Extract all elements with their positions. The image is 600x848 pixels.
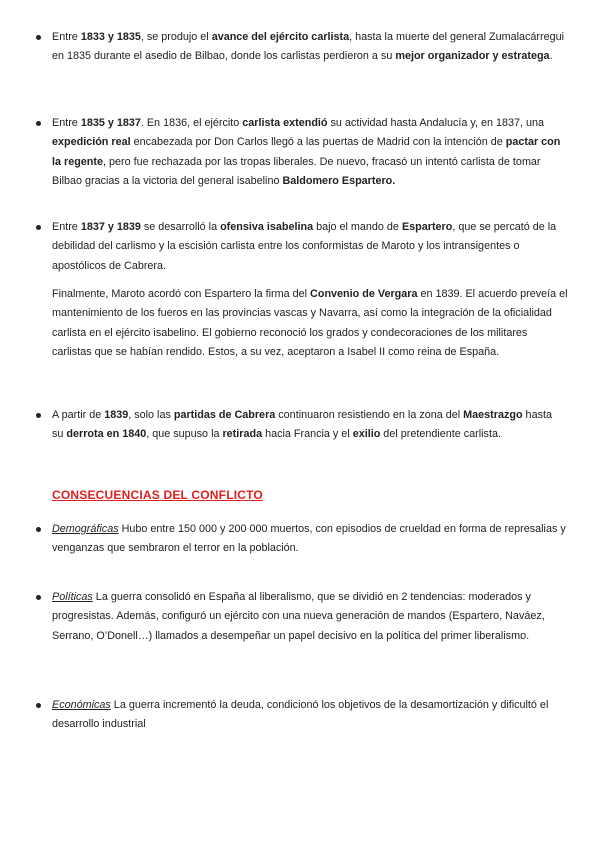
list-item-text: Entre 1833 y 1835, se produjo el avance del ejército carlista, hasta la muerte del general Zumalacárregui en 1835 durante el asedio de Bilbao, donde los carlistas perdieron a su mejor organizador y estratega. <box>52 31 564 63</box>
bullet-dot <box>36 121 41 126</box>
list-item <box>36 406 566 445</box>
bullet-dot <box>36 595 41 600</box>
bullet-dot <box>36 413 41 418</box>
list-item <box>36 520 566 559</box>
list-item <box>36 588 566 646</box>
bullet-dot <box>36 527 41 532</box>
list-item <box>36 696 566 735</box>
list-item <box>36 218 566 276</box>
list-item <box>36 114 566 191</box>
bullet-dot <box>36 35 41 40</box>
bullet-dot <box>36 703 41 708</box>
paragraph: Finalmente, Maroto acordó con Espartero la firma del Convenio de Vergara en 1839. El acuerdo preveía el mantenimiento de los fueros en las provincias vascas y Navarra, así como la integración de la oficialidad carlista en el ejército isabelino. El gobierno reconoció los grados y condecoraciones de los militares carlistas que se habían rendido. Estos, a su vez, aceptaron a Isabel II como reina de España. <box>52 288 568 358</box>
section-heading: CONSECUENCIAS DEL CONFLICTO <box>52 488 263 502</box>
list-item-text: Políticas La guerra consolidó en España al liberalismo, que se dividió en 2 tendencias: moderados y progresistas. Además, configuró un ejército con una nueva generación de mandos (Espartero, Naváez, Serrano, O’Donell…) llamados a desempeñar un papel decisivo en la política del primer liberalismo. <box>52 591 545 642</box>
list-item-text: Demográficas Hubo entre 150 000 y 200 000 muertos, con episodios de crueldad en forma de represalias y venganzas que sembraron el terror en la población. <box>52 523 566 555</box>
list-item-text: A partir de 1839, solo las partidas de Cabrera continuaron resistiendo en la zona del Maestrazgo hasta su derrota en 1840, que supuso la retirada hacia Francia y el exilio del pretendiente carlista. <box>52 409 552 441</box>
bullet-dot <box>36 225 41 230</box>
list-item-text: Entre 1835 y 1837. En 1836, el ejército carlista extendió su actividad hasta Andalucía y, en 1837, una expedición real encabezada por Don Carlos llegó a las puertas de Madrid con la intención de pactar con la regente, pero fue rechazada por las tropas liberales. De nuevo, fracasó un intentó carlista de tomar Bilbao gracias a la victoria del general isabelino Baldomero Espartero. <box>52 117 561 187</box>
list-item-text: Económicas La guerra incrementó la deuda, condicionó los objetivos de la desamortización y dificultó el desarrollo industrial <box>52 699 549 731</box>
list-item-text: Entre 1837 y 1839 se desarrolló la ofensiva isabelina bajo el mando de Espartero, que se percató de la debilidad del carlismo y la escisión carlista entre los conformistas de Maroto y los intransigentes o apostólicos de Cabrera. <box>52 221 557 272</box>
list-item <box>36 28 566 67</box>
